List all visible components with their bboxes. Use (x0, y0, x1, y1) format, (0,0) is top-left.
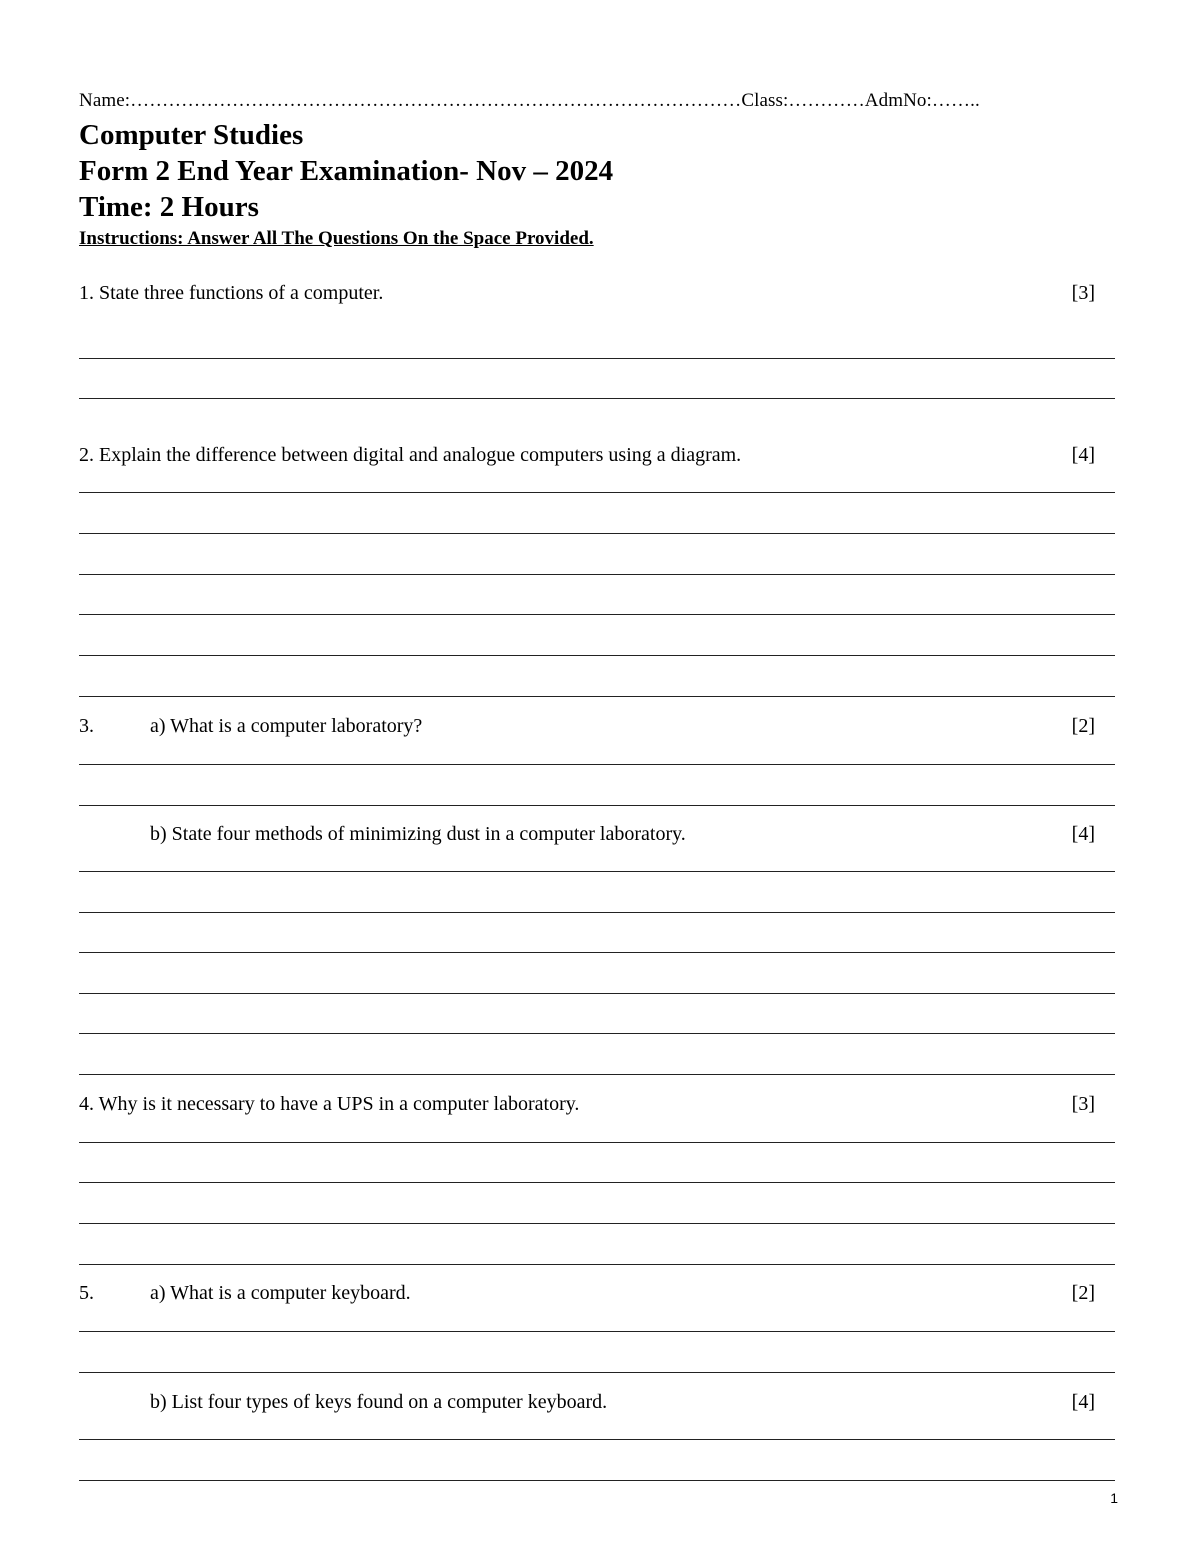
answer-line (79, 492, 1115, 493)
question-text: b) State four methods of minimizing dust in a computer laboratory. (150, 823, 686, 845)
question-text: 2. Explain the difference between digital and analogue computers using a diagram. (79, 444, 742, 466)
answer-line (79, 398, 1115, 399)
question-marks: [3] (1071, 1093, 1095, 1115)
question-marks: [2] (1071, 1282, 1095, 1304)
answer-line (79, 1372, 1115, 1373)
exam-instructions: Instructions: Answer All The Questions On the Space Provided. (79, 228, 594, 249)
answer-line (79, 1074, 1115, 1075)
answer-line (79, 1439, 1115, 1440)
answer-line (79, 655, 1115, 656)
question-number: 3. (79, 715, 94, 737)
question-marks: [3] (1071, 282, 1095, 304)
answer-line (79, 1264, 1115, 1265)
answer-line (79, 871, 1115, 872)
question-text: b) List four types of keys found on a computer keyboard. (150, 1391, 608, 1413)
answer-line (79, 1033, 1115, 1034)
answer-line (79, 574, 1115, 575)
answer-line (79, 1480, 1115, 1481)
answer-line (79, 764, 1115, 765)
answer-line (79, 912, 1115, 913)
answer-line (79, 614, 1115, 615)
answer-line (79, 1182, 1115, 1183)
exam-title: Form 2 End Year Examination- Nov – 2024 (79, 155, 614, 187)
question-marks: [4] (1071, 823, 1095, 845)
question-text: a) What is a computer keyboard. (150, 1282, 411, 1304)
answer-line (79, 696, 1115, 697)
question-text: a) What is a computer laboratory? (150, 715, 423, 737)
page-number: 1 (1110, 1490, 1118, 1506)
answer-line (79, 1142, 1115, 1143)
question-marks: [4] (1071, 444, 1095, 466)
question-marks: [4] (1071, 1391, 1095, 1413)
question-text: 1. State three functions of a computer. (79, 282, 384, 304)
question-marks: [2] (1071, 715, 1095, 737)
answer-line (79, 805, 1115, 806)
subject-title: Computer Studies (79, 119, 304, 151)
answer-line (79, 1223, 1115, 1224)
student-details-line: Name:……………………………………………………………………………………Class:…………AdmNo:…….. (79, 90, 980, 111)
answer-line (79, 952, 1115, 953)
answer-line (79, 1331, 1115, 1332)
answer-line (79, 533, 1115, 534)
exam-duration: Time: 2 Hours (79, 191, 259, 223)
question-text: 4. Why is it necessary to have a UPS in a computer laboratory. (79, 1093, 580, 1115)
question-number: 5. (79, 1282, 94, 1304)
answer-line (79, 993, 1115, 994)
answer-line (79, 358, 1115, 359)
